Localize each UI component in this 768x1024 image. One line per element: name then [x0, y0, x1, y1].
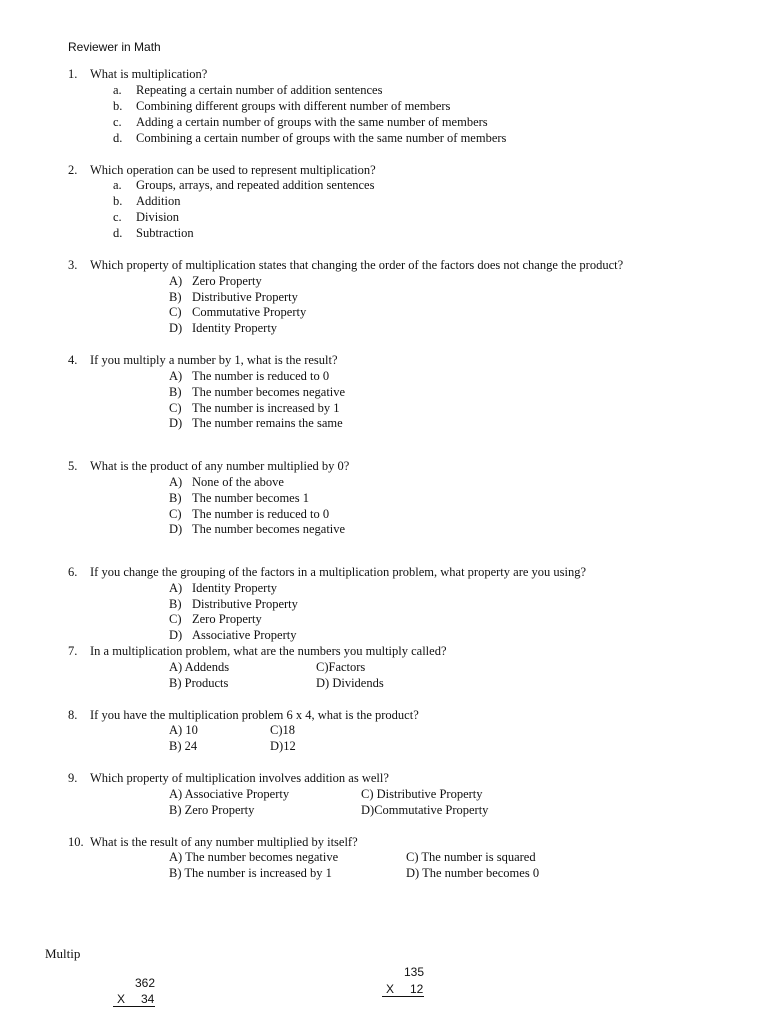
option-b: B) 24 — [169, 739, 198, 753]
option-key: B) — [169, 385, 182, 399]
question-number: 4. — [68, 353, 78, 367]
option-text: The number remains the same — [192, 416, 343, 430]
problem-bottom-row — [382, 981, 424, 997]
question-text: Which property of multiplication states that changing the order of the factors does not change the product? — [90, 258, 624, 272]
problem-bottom-number: 12 — [410, 982, 424, 996]
question-number: 5. — [68, 459, 78, 473]
question-text: What is the result of any number multiplied by itself? — [90, 835, 358, 849]
question-text: Which operation can be used to represent multiplication? — [90, 163, 376, 177]
option-text: Zero Property — [192, 612, 262, 626]
question-number: 9. — [68, 771, 78, 785]
option-key: D) — [169, 416, 183, 430]
option-d: D) The number becomes 0 — [406, 866, 540, 880]
option-text: The number is reduced to 0 — [192, 369, 330, 383]
option-b: B) The number is increased by 1 — [169, 866, 332, 880]
page-header: Reviewer in Math — [68, 40, 161, 54]
option-c: C) Distributive Property — [361, 787, 483, 801]
option-text: The number is reduced to 0 — [192, 507, 330, 521]
option-d: D)Commutative Property — [361, 803, 489, 817]
option-key: B) — [169, 290, 182, 304]
question-text: In a multiplication problem, what are the numbers you multiply called? — [90, 644, 447, 658]
question-text: If you multiply a number by 1, what is the result? — [90, 353, 338, 367]
option-text: Distributive Property — [192, 290, 298, 304]
times-sign: X — [386, 982, 395, 996]
option-key: a. — [113, 178, 122, 192]
problem-top-number: 135 — [404, 965, 425, 979]
question-number: 10. — [68, 835, 84, 849]
option-a: A) Associative Property — [169, 787, 290, 801]
question-text: If you change the grouping of the factors in a multiplication problem, what property are you using? — [90, 565, 587, 579]
question-text: What is multiplication? — [90, 67, 208, 81]
option-key: C) — [169, 612, 182, 626]
option-d: D)12 — [270, 739, 296, 753]
option-text: Addition — [136, 194, 181, 208]
question-number: 7. — [68, 644, 78, 658]
option-key: B) — [169, 491, 182, 505]
option-b: B) Zero Property — [169, 803, 255, 817]
option-key: D) — [169, 321, 183, 335]
question-text: What is the product of any number multiplied by 0? — [90, 459, 350, 473]
option-key: A) — [169, 369, 183, 383]
option-text: Distributive Property — [192, 597, 298, 611]
problem-bottom-row — [113, 991, 155, 1007]
option-b: B) Products — [169, 676, 229, 690]
option-a: A) 10 — [169, 723, 198, 737]
section-heading: Multip — [45, 946, 81, 961]
option-key: D) — [169, 522, 183, 536]
option-text: Repeating a certain number of addition sentences — [136, 83, 383, 97]
option-text: Combining a certain number of groups with the same number of members — [136, 131, 507, 145]
option-key: c. — [113, 115, 122, 129]
problem-bottom-number: 34 — [141, 992, 155, 1006]
question-number: 3. — [68, 258, 78, 272]
option-text: None of the above — [192, 475, 284, 489]
option-text: Commutative Property — [192, 305, 307, 319]
times-sign: X — [117, 992, 126, 1006]
option-text: Identity Property — [192, 581, 278, 595]
option-d: D) Dividends — [316, 676, 384, 690]
option-text: Adding a certain number of groups with the same number of members — [136, 115, 488, 129]
option-key: b. — [113, 194, 123, 208]
option-key: C) — [169, 401, 182, 415]
option-text: The number becomes negative — [192, 522, 346, 536]
question-number: 8. — [68, 708, 78, 722]
question-number: 1. — [68, 67, 78, 81]
question-text: If you have the multiplication problem 6 x 4, what is the product? — [90, 708, 419, 722]
option-a: A) The number becomes negative — [169, 850, 339, 864]
option-a: A) Addends — [169, 660, 230, 674]
option-text: The number is increased by 1 — [192, 401, 340, 415]
option-key: d. — [113, 226, 123, 240]
option-text: The number becomes negative — [192, 385, 346, 399]
option-text: Groups, arrays, and repeated addition sentences — [136, 178, 375, 192]
problem-top-number: 362 — [135, 976, 156, 990]
option-key: b. — [113, 99, 123, 113]
option-key: C) — [169, 507, 182, 521]
option-text: Associative Property — [192, 628, 297, 642]
question-number: 2. — [68, 163, 78, 177]
option-key: B) — [169, 597, 182, 611]
option-text: Subtraction — [136, 226, 194, 240]
option-key: c. — [113, 210, 122, 224]
option-c: C) The number is squared — [406, 850, 536, 864]
option-text: Identity Property — [192, 321, 278, 335]
option-text: Division — [136, 210, 180, 224]
option-key: A) — [169, 475, 183, 489]
option-key: A) — [169, 581, 183, 595]
question-number: 6. — [68, 565, 78, 579]
option-text: The number becomes 1 — [192, 491, 309, 505]
option-key: C) — [169, 305, 182, 319]
option-key: D) — [169, 628, 183, 642]
option-key: d. — [113, 131, 123, 145]
option-key: a. — [113, 83, 122, 97]
option-key: A) — [169, 274, 183, 288]
question-text: Which property of multiplication involves addition as well? — [90, 771, 389, 785]
option-text: Combining different groups with different number of members — [136, 99, 451, 113]
option-c: C)Factors — [316, 660, 366, 674]
option-text: Zero Property — [192, 274, 262, 288]
option-c: C)18 — [270, 723, 295, 737]
